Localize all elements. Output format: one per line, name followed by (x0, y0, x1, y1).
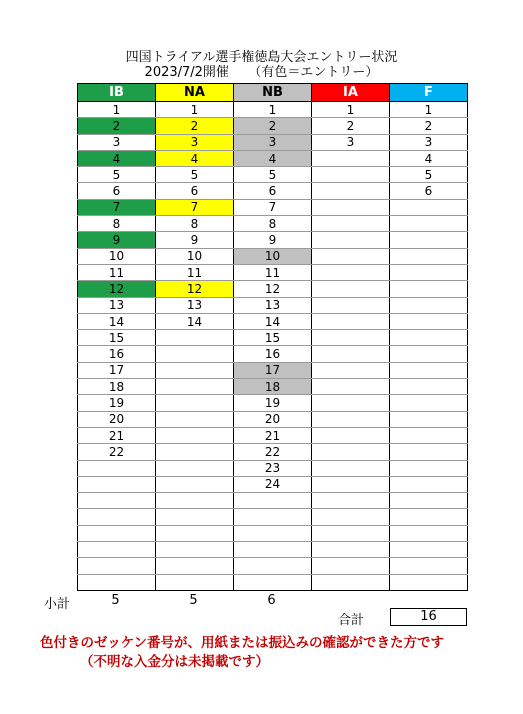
table-row (78, 150, 468, 166)
cell-NB: 5 (234, 167, 312, 183)
cell-IA: 3 (312, 134, 390, 150)
subtotal-IB: 5 (111, 593, 120, 608)
cell-NA: 14 (156, 313, 234, 329)
entry-table (77, 83, 468, 591)
cell-NA (156, 574, 234, 590)
table-row (78, 216, 468, 232)
cell-F (390, 216, 468, 232)
cell-IA (312, 460, 390, 476)
cell-IB: 11 (78, 264, 156, 280)
cell-IB (78, 509, 156, 525)
cell-F (390, 248, 468, 264)
cell-NB: 9 (234, 232, 312, 248)
cell-IB: 8 (78, 216, 156, 232)
cell-NA (156, 558, 234, 574)
table-row (78, 476, 468, 492)
cell-NA: 5 (156, 167, 234, 183)
cell-NA: 10 (156, 248, 234, 264)
cell-NB: 23 (234, 460, 312, 476)
cell-F (390, 558, 468, 574)
cell-IB: 2 (78, 118, 156, 134)
cell-NB: 7 (234, 199, 312, 215)
cell-F (390, 297, 468, 313)
cell-NA: 8 (156, 216, 234, 232)
cell-IA (312, 411, 390, 427)
cell-F (390, 525, 468, 541)
note-line-1: 色付きのゼッケン番号が、用紙または振込みの確認ができた方です (40, 635, 445, 651)
cell-NB: 19 (234, 395, 312, 411)
cell-IB (78, 460, 156, 476)
cell-NA: 7 (156, 199, 234, 215)
cell-NB: 17 (234, 362, 312, 378)
cell-NB: 13 (234, 297, 312, 313)
cell-NA: 6 (156, 183, 234, 199)
cell-NA (156, 525, 234, 541)
table-row (78, 183, 468, 199)
cell-IA (312, 395, 390, 411)
cell-IB: 21 (78, 427, 156, 443)
cell-IB: 19 (78, 395, 156, 411)
table-row (78, 427, 468, 443)
cell-NA (156, 379, 234, 395)
cell-F (390, 574, 468, 590)
cell-NB (234, 542, 312, 558)
cell-IA (312, 199, 390, 215)
cell-NA: 3 (156, 134, 234, 150)
cell-F (390, 379, 468, 395)
cell-NA (156, 330, 234, 346)
cell-IB: 14 (78, 313, 156, 329)
table-row (78, 558, 468, 574)
header-IB: IB (78, 84, 156, 102)
table-row (78, 379, 468, 395)
cell-F (390, 444, 468, 460)
page-title: 四国トライアル選手権徳島大会エントリー状況 (125, 50, 398, 65)
table-row (78, 134, 468, 150)
cell-F (390, 476, 468, 492)
table-row (78, 264, 468, 280)
cell-NB: 3 (234, 134, 312, 150)
cell-IB: 6 (78, 183, 156, 199)
table-row (78, 542, 468, 558)
cell-IB: 4 (78, 150, 156, 166)
cell-F (390, 330, 468, 346)
cell-NB (234, 509, 312, 525)
cell-NA (156, 509, 234, 525)
note-line-2: （不明な入金分は未掲載です） (80, 654, 269, 670)
table-row (78, 509, 468, 525)
cell-IB (78, 542, 156, 558)
header-NA: NA (156, 84, 234, 102)
cell-IA (312, 248, 390, 264)
cell-NA (156, 346, 234, 362)
cell-NB (234, 525, 312, 541)
cell-IB (78, 558, 156, 574)
cell-IA (312, 297, 390, 313)
cell-NA: 12 (156, 281, 234, 297)
cell-IA (312, 542, 390, 558)
cell-IB: 17 (78, 362, 156, 378)
cell-IB (78, 476, 156, 492)
cell-NA: 2 (156, 118, 234, 134)
cell-IA (312, 183, 390, 199)
table-row (78, 460, 468, 476)
cell-NB: 11 (234, 264, 312, 280)
table-row (78, 232, 468, 248)
cell-NB: 8 (234, 216, 312, 232)
header-IA: IA (312, 84, 390, 102)
cell-F (390, 281, 468, 297)
cell-IB (78, 574, 156, 590)
cell-IA (312, 346, 390, 362)
cell-IB: 5 (78, 167, 156, 183)
cell-NB: 22 (234, 444, 312, 460)
header-F: F (390, 84, 468, 102)
cell-IA (312, 427, 390, 443)
cell-F (390, 395, 468, 411)
cell-NB: 21 (234, 427, 312, 443)
cell-IB: 9 (78, 232, 156, 248)
total-value: 16 (390, 608, 467, 626)
cell-F (390, 493, 468, 509)
cell-NA (156, 411, 234, 427)
cell-IA: 2 (312, 118, 390, 134)
cell-IB: 20 (78, 411, 156, 427)
cell-NB: 6 (234, 183, 312, 199)
cell-IB: 22 (78, 444, 156, 460)
cell-IA (312, 379, 390, 395)
cell-NA (156, 362, 234, 378)
cell-NA: 11 (156, 264, 234, 280)
cell-NB: 1 (234, 102, 312, 118)
cell-IA (312, 525, 390, 541)
cell-F (390, 509, 468, 525)
table-row (78, 493, 468, 509)
cell-F (390, 264, 468, 280)
cell-NB: 18 (234, 379, 312, 395)
cell-IA (312, 330, 390, 346)
cell-F (390, 542, 468, 558)
total-label: 合計 (338, 613, 365, 628)
cell-IA (312, 444, 390, 460)
table-row (78, 411, 468, 427)
cell-F (390, 427, 468, 443)
cell-NB (234, 493, 312, 509)
cell-IB (78, 493, 156, 509)
cell-NB (234, 558, 312, 574)
cell-IA (312, 362, 390, 378)
cell-F: 2 (390, 118, 468, 134)
cell-NB: 14 (234, 313, 312, 329)
table-row (78, 574, 468, 590)
cell-F (390, 411, 468, 427)
cell-F (390, 362, 468, 378)
cell-NB: 15 (234, 330, 312, 346)
cell-IB: 15 (78, 330, 156, 346)
cell-IA (312, 509, 390, 525)
cell-IB: 3 (78, 134, 156, 150)
cell-IA (312, 167, 390, 183)
cell-NA: 4 (156, 150, 234, 166)
table-row (78, 118, 468, 134)
page-subtitle: 2023/7/2開催 （有色＝エントリー） (144, 65, 379, 80)
cell-NA (156, 460, 234, 476)
cell-NA: 1 (156, 102, 234, 118)
cell-NA (156, 542, 234, 558)
cell-NA: 13 (156, 297, 234, 313)
cell-F: 1 (390, 102, 468, 118)
table-row (78, 444, 468, 460)
subtotal-NB: 6 (267, 593, 276, 608)
cell-NA (156, 476, 234, 492)
cell-NA (156, 444, 234, 460)
cell-IA (312, 232, 390, 248)
cell-IA (312, 493, 390, 509)
cell-NA (156, 493, 234, 509)
cell-F (390, 313, 468, 329)
cell-IB: 1 (78, 102, 156, 118)
cell-NA: 9 (156, 232, 234, 248)
table-row (78, 525, 468, 541)
cell-IA (312, 264, 390, 280)
cell-NB (234, 574, 312, 590)
cell-F (390, 199, 468, 215)
cell-NB: 4 (234, 150, 312, 166)
cell-IB: 18 (78, 379, 156, 395)
cell-IA (312, 574, 390, 590)
table-row (78, 395, 468, 411)
header-row (78, 84, 468, 102)
cell-NA (156, 395, 234, 411)
cell-IB: 10 (78, 248, 156, 264)
cell-NB: 20 (234, 411, 312, 427)
cell-F: 5 (390, 167, 468, 183)
cell-NB: 2 (234, 118, 312, 134)
cell-NB: 24 (234, 476, 312, 492)
cell-F (390, 232, 468, 248)
table-row (78, 167, 468, 183)
cell-NB: 10 (234, 248, 312, 264)
cell-IB: 7 (78, 199, 156, 215)
table-row (78, 362, 468, 378)
cell-NB: 16 (234, 346, 312, 362)
cell-F: 3 (390, 134, 468, 150)
cell-IB: 12 (78, 281, 156, 297)
table-row (78, 330, 468, 346)
table-row (78, 248, 468, 264)
cell-IA (312, 313, 390, 329)
table-row (78, 297, 468, 313)
cell-IB: 13 (78, 297, 156, 313)
cell-IA (312, 476, 390, 492)
cell-IB (78, 525, 156, 541)
cell-F (390, 460, 468, 476)
table-row (78, 346, 468, 362)
cell-IA (312, 558, 390, 574)
cell-NB: 12 (234, 281, 312, 297)
table-row (78, 102, 468, 118)
header-NB: NB (234, 84, 312, 102)
cell-IA (312, 150, 390, 166)
table-row (78, 313, 468, 329)
cell-IA (312, 281, 390, 297)
subtotal-NA: 5 (189, 593, 198, 608)
cell-NA (156, 427, 234, 443)
cell-IB: 16 (78, 346, 156, 362)
cell-IA: 1 (312, 102, 390, 118)
cell-IA (312, 216, 390, 232)
subtotal-label: 小計 (44, 597, 71, 612)
table-row (78, 281, 468, 297)
cell-F: 4 (390, 150, 468, 166)
cell-F: 6 (390, 183, 468, 199)
cell-F (390, 346, 468, 362)
table-row (78, 199, 468, 215)
